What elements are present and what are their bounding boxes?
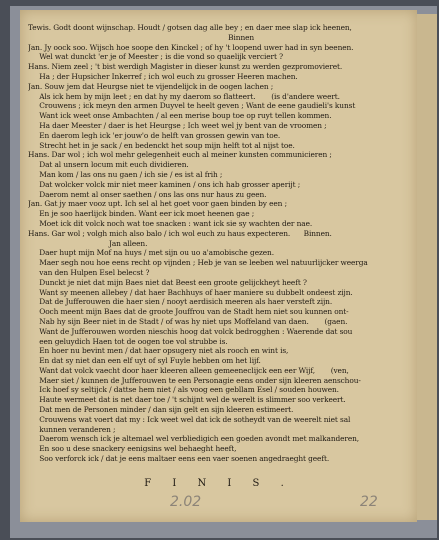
text-line: Strecht het in je sack / en bedenckt het soup mijn helft tot al nijst toe.: [28, 140, 295, 150]
text-line: Dat wolcker volck mir niet meer kaminen / ons ich hab grosser aperijt ;: [28, 179, 301, 189]
text-line: Want ick weet onse Ambachten / al een merise boup toe op ruyt tellen kommen.: [28, 111, 332, 121]
text-line: Dat al unsern locum mit euch dividieren.: [28, 160, 189, 170]
text-line: Jan. Jy oock soo. Wijsch hoe soope den Kinckel ; of hy 't loopend uwer had in syn beenen.: [28, 42, 354, 52]
pencil-annotation-right: 22: [360, 494, 378, 510]
text-line: Jan. Gat jy maer vooz upt. Ich sel al het goet voor gaen binden by een ;: [28, 199, 287, 209]
document-page: [20, 10, 417, 522]
text-line: Daerom wensch ick je altemael wel verbliedigich een goeden avondt met malkanderen,: [28, 434, 360, 444]
text-line: Want sy meenen allebey / dat haer Bachhuys of haer maniere su dubbelt ondeest zijn.: [28, 287, 353, 297]
page-edge: [417, 14, 437, 520]
text-line: En soo u dese snackery eenigsins wel behaeght heeft,: [28, 444, 237, 454]
text-line: Tewis. Godt doont wijnschap. Houdt / gotsen dag alle bey ; en daer mee slap ick heenen,: [28, 23, 352, 32]
text-line: Ooch meent mijn Baes dat de groote Jouffrou van de Stadt hem niet sou kunnen ont-: [28, 307, 349, 317]
text-line: Jan alleen.: [28, 238, 148, 248]
text-line: kunnen veranderen ;: [28, 424, 116, 434]
text-line: Maer segh nou hoe eens recht op vijnden ; Heb je van se leeben wel natuurlijcker weerga: [28, 258, 368, 268]
text-line: Maer siet / kunnen de Jufferouwen te een Personagie eens onder sijn kleeren aenschou-: [28, 375, 361, 385]
text-line: Soo verforck ick / dat je eens maltaer eens een vaer soenen angedraeght geeft.: [28, 454, 330, 464]
text-line: Haute wermeet dat is net daer toe / 't schijnt wel de werelt is slimmer soo verkeert.: [28, 395, 346, 405]
text-line: Daerom nemt al onser saethen / ons las ons nur haus zu geen.: [28, 189, 267, 199]
text-line: Want dat volck vaecht door haer kleeren alleen gemeeneclijck een eer Wijf, (ven,: [28, 365, 349, 375]
text-line: Moet ick dit volck noch wat toe snacken : want ick sie sy wachten der nae.: [28, 218, 313, 228]
text-line: Hans. Niem zeel ; 't bist werdigh Magister in dieser kunst zu werden gezpromovieret.: [28, 62, 343, 72]
text-line: Man kom / las ons nu gaen / ich sie / es ist al frih ;: [28, 169, 223, 179]
text-line: Wel wat dunckt 'er je of Meester ; is die vond so quaelijk verciert ?: [28, 52, 283, 62]
text-line: Nab hy sijn Beer niet in de Stadt / of was hy niet ups Moffeland van daen. (gaen.: [28, 316, 348, 326]
text-line: Dunckt je niet dat mijn Baes niet dat Beest een groote gelijckheyt heeft ?: [28, 277, 307, 287]
text-line: Daer hupt mijn Mof na huys / met sijn ou uo a'amobische gezen.: [28, 248, 274, 258]
text-line: En daerom legh ick 'er jouw'o de helft van grossen gewin van toe.: [28, 130, 281, 140]
text-line: Jan. Souw jem dat Heurgse niet te vijendelijck in de oogen lachen ;: [28, 81, 274, 91]
text-line: Ha daer Meester / daer is het Heurgse ; Ich weet wel jy bent van de vroomen ;: [28, 120, 327, 130]
pencil-annotation: 2.02: [170, 494, 202, 510]
finis-heading: F I N I S .: [144, 478, 293, 489]
text-line: Ha ; der Hupsicher Inkerref ; ich wol euch zu grosser Heeren machen.: [28, 71, 298, 81]
document-text-block: [28, 23, 410, 464]
text-line: Want de Jufferouwen worden nieschis hoog dat volck bedrogghen : Waerende dat sou: [28, 326, 353, 336]
text-line: Dat men de Personen minder / dan sijn gelt en sijn kleeren estimeert.: [28, 405, 294, 415]
text-line: Ick hoef sy seltijck / dattse hem niet / als voog een gebllam Esel / souden houwen.: [28, 385, 339, 395]
text-line: Binnen: [28, 32, 255, 42]
text-line: van den Hulpen Esel belecst ?: [28, 267, 150, 277]
text-line: En je soo haerlijck binden. Want eer ick moet heenen gae ;: [28, 209, 255, 219]
text-line: En dat sy niet dan een elf uyt of syl Fuyle hebben om het lijf.: [28, 356, 261, 366]
text-line: En hoer nu bevint men / dat haer opsugery niet als rooch en wint is,: [28, 346, 289, 356]
text-line: Hans. Dar wol ; ich wol mehr gelegenheit euch al meiner kunsten communicieren ;: [28, 150, 332, 160]
text-line: een geluydich Haen tot de oogen toe vol strubbe is.: [28, 336, 228, 346]
text-line: Als ick hem by mijn leet ; en dat hy my daerom so flatteert. (is d'andere weert.: [28, 91, 340, 101]
text-line: Crouwens ; ick meyn den armen Duyvel te heelt geven ; Want de eene gaudieli's kunst: [28, 101, 356, 111]
text-line: Hans. Gar wol ; volgh mich also balo / ich wol euch zu haus expecteren. Binnen.: [28, 228, 332, 238]
text-line: Dat de Jufferouwen die haer sien / nooyt aerdisich meeren als haer versteft zijn.: [28, 297, 333, 307]
text-line: Crouwens wat voert dat my : Ick weet wel dat ick de sotheydt van de weerelt niet sal: [28, 414, 351, 424]
